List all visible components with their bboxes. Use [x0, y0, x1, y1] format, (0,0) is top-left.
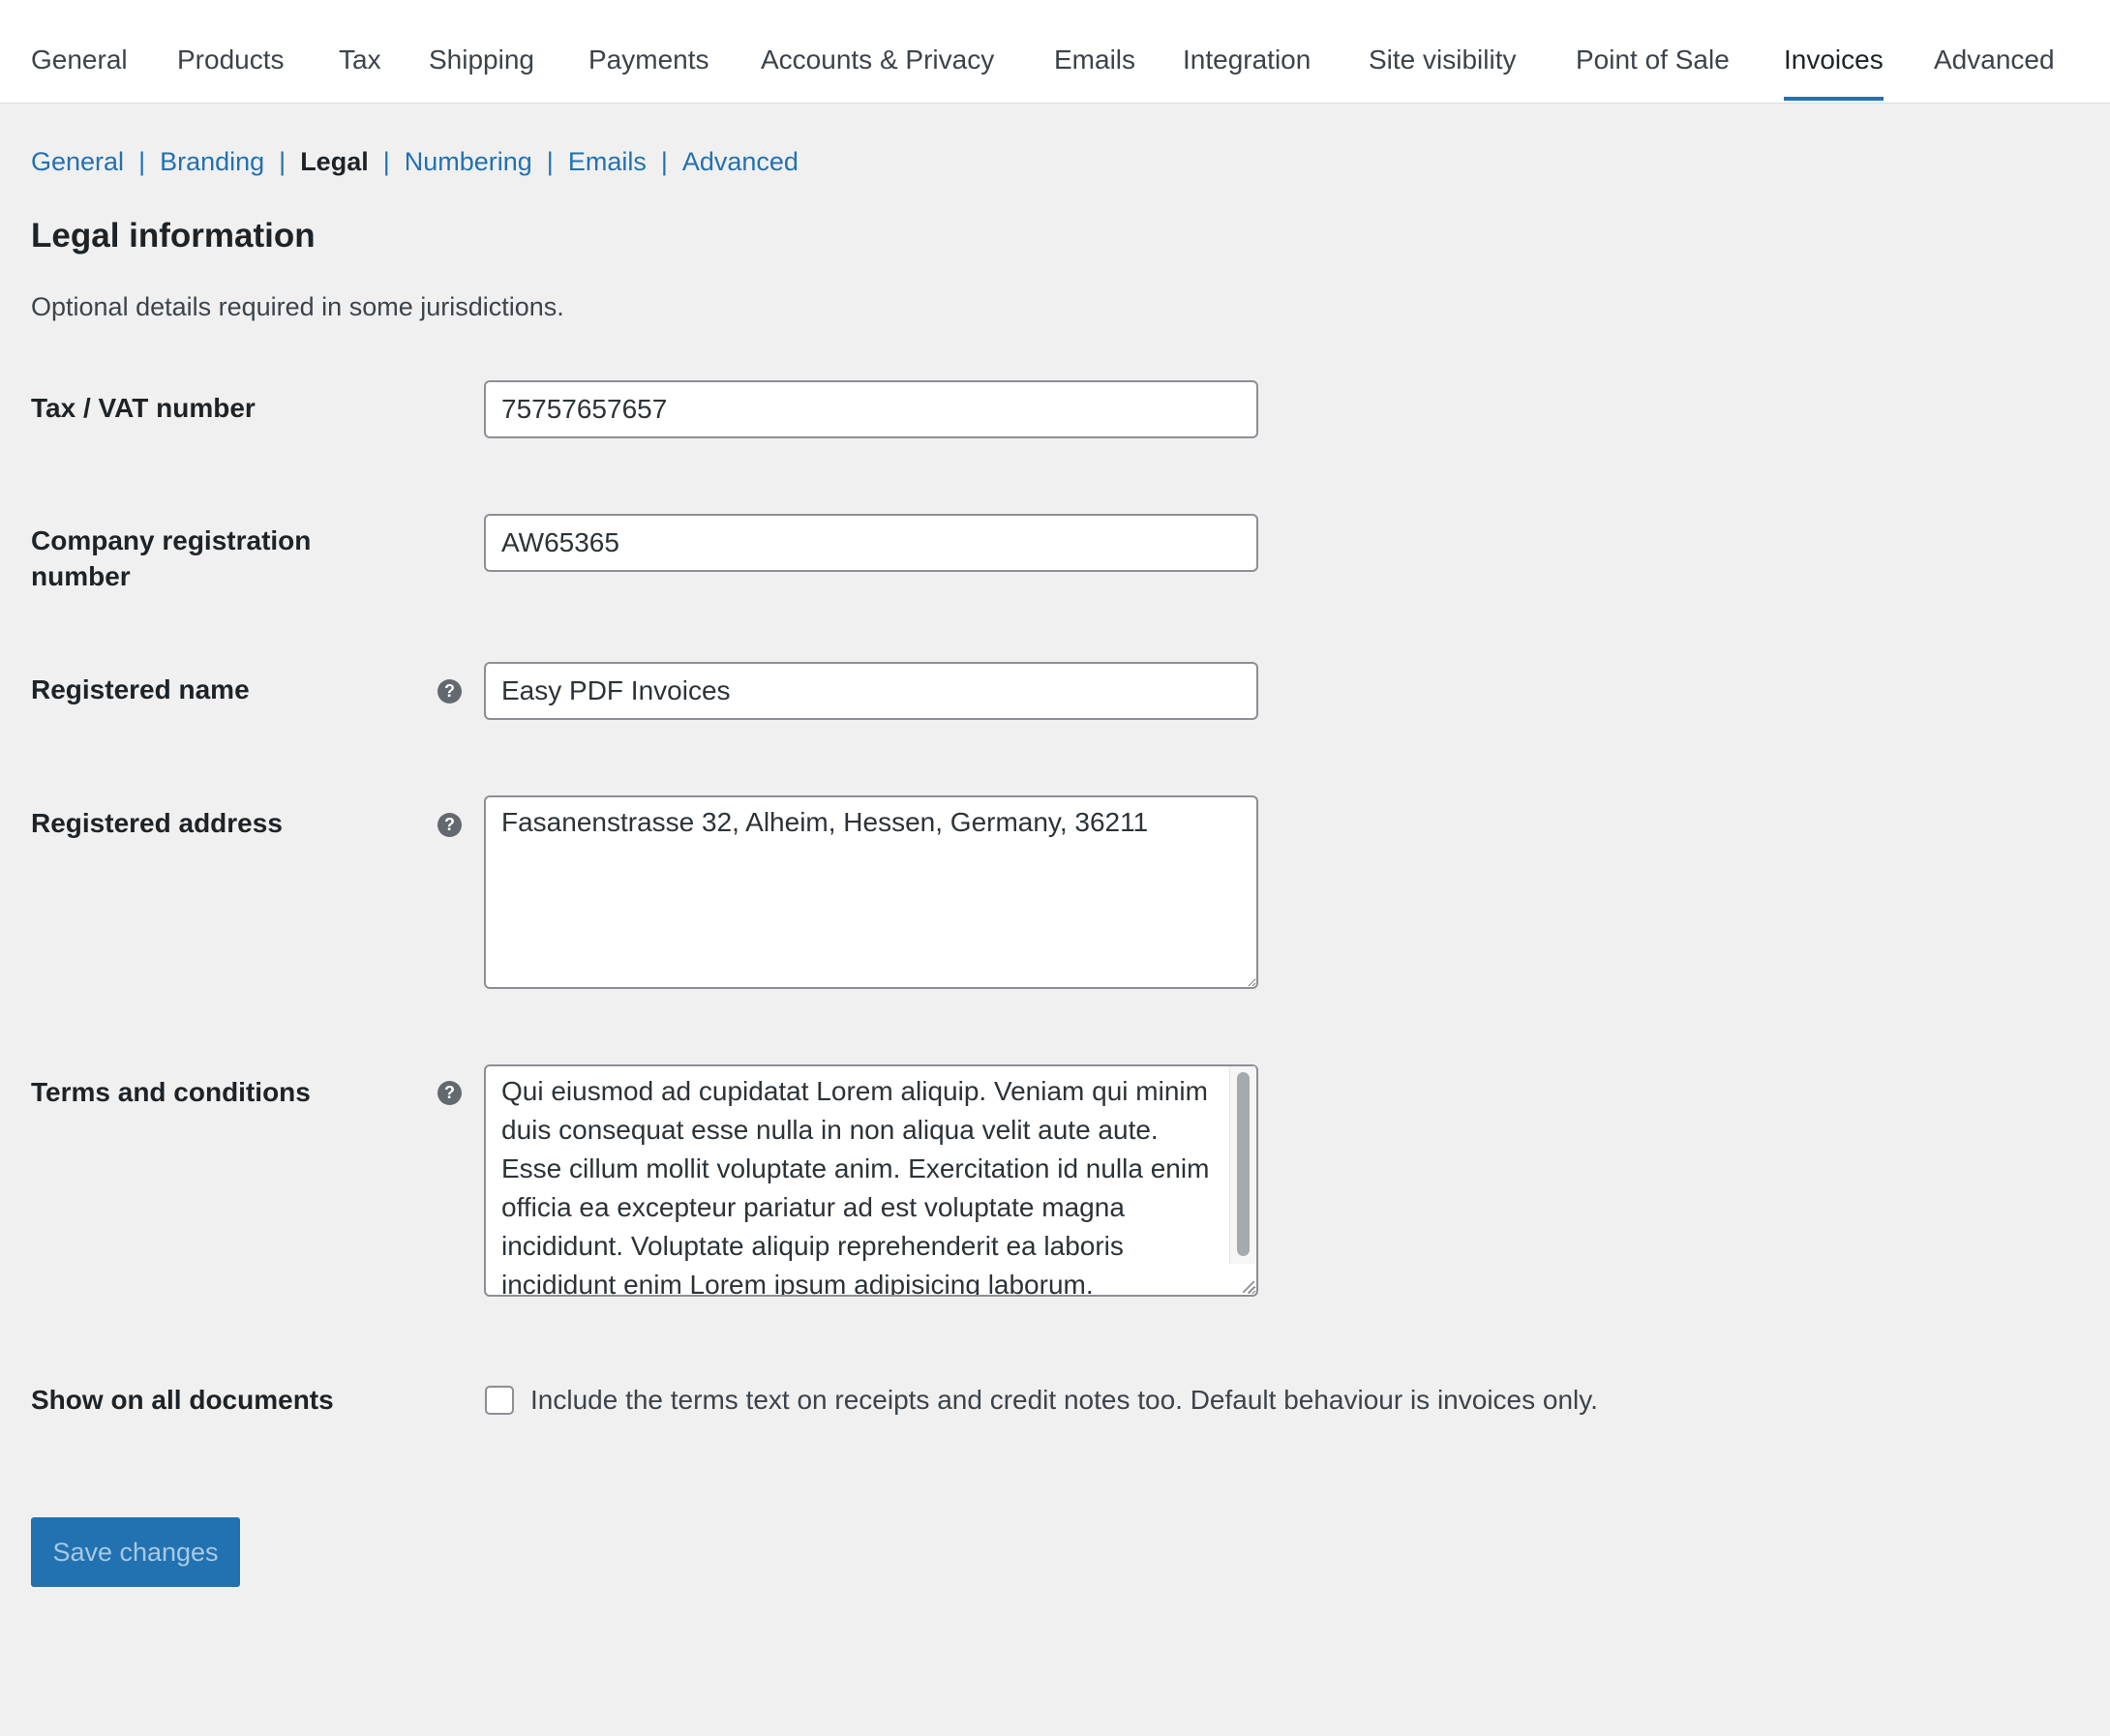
company-registration-input[interactable]: [484, 514, 1258, 572]
tax-vat-label: Tax / VAT number: [31, 393, 256, 423]
show-all-documents-description[interactable]: Include the terms text on receipts and credit notes too. Default behaviour is invoices only.: [530, 1385, 1598, 1415]
resize-handle-icon[interactable]: [1243, 1281, 1254, 1293]
tab-payments[interactable]: Payments: [588, 45, 709, 75]
terms-scrollbar[interactable]: [1229, 1066, 1255, 1264]
subnav-advanced[interactable]: Advanced: [681, 147, 799, 176]
tab-invoices[interactable]: Invoices: [1784, 45, 1884, 75]
tab-tax[interactable]: Tax: [339, 45, 381, 75]
subnav-separator: |: [382, 147, 390, 176]
tab-integration[interactable]: Integration: [1183, 45, 1311, 75]
tab-shipping[interactable]: Shipping: [429, 45, 534, 75]
subnav-branding[interactable]: Branding: [160, 147, 265, 176]
tab-accounts-privacy[interactable]: Accounts & Privacy: [761, 45, 995, 75]
tab-point-of-sale[interactable]: Point of Sale: [1576, 45, 1730, 75]
subnav-numbering[interactable]: Numbering: [404, 147, 532, 176]
subnav-separator: |: [138, 147, 146, 176]
subnav-separator: |: [279, 147, 286, 176]
question-circle-icon[interactable]: ?: [437, 679, 462, 703]
tab-general[interactable]: General: [31, 45, 128, 75]
tab-products[interactable]: Products: [177, 45, 285, 75]
show-all-documents-label: Show on all documents: [31, 1385, 334, 1415]
subnav-separator: |: [546, 147, 554, 176]
subsection-nav: [31, 147, 799, 177]
question-circle-icon[interactable]: ?: [437, 1081, 462, 1105]
question-circle-icon[interactable]: ?: [437, 813, 462, 837]
registered-name-input[interactable]: [484, 662, 1258, 720]
section-title: Legal information: [31, 217, 316, 254]
registered-address-label: Registered address: [31, 808, 283, 838]
terms-textarea[interactable]: [484, 1064, 1258, 1297]
save-changes-button[interactable]: Save changes: [31, 1517, 240, 1587]
tab-emails[interactable]: Emails: [1054, 45, 1136, 75]
registered-name-label: Registered name: [31, 674, 250, 704]
subnav-legal-current: Legal: [300, 147, 369, 176]
terms-label: Terms and conditions: [31, 1077, 311, 1107]
tab-advanced[interactable]: Advanced: [1934, 45, 2055, 75]
section-description: Optional details required in some jurisdictions.: [31, 292, 564, 321]
tab-site-visibility[interactable]: Site visibility: [1369, 45, 1517, 75]
registered-address-textarea[interactable]: [484, 795, 1258, 989]
subnav-separator: |: [660, 147, 668, 176]
top-tab-bar: [0, 0, 2110, 104]
subnav-general[interactable]: General: [31, 147, 125, 176]
company-registration-label: Company registration number: [31, 525, 312, 591]
show-all-documents-checkbox[interactable]: [485, 1386, 514, 1415]
tax-vat-input[interactable]: [484, 380, 1258, 438]
subnav-emails[interactable]: Emails: [567, 147, 647, 176]
scrollbar-thumb[interactable]: [1237, 1072, 1250, 1256]
